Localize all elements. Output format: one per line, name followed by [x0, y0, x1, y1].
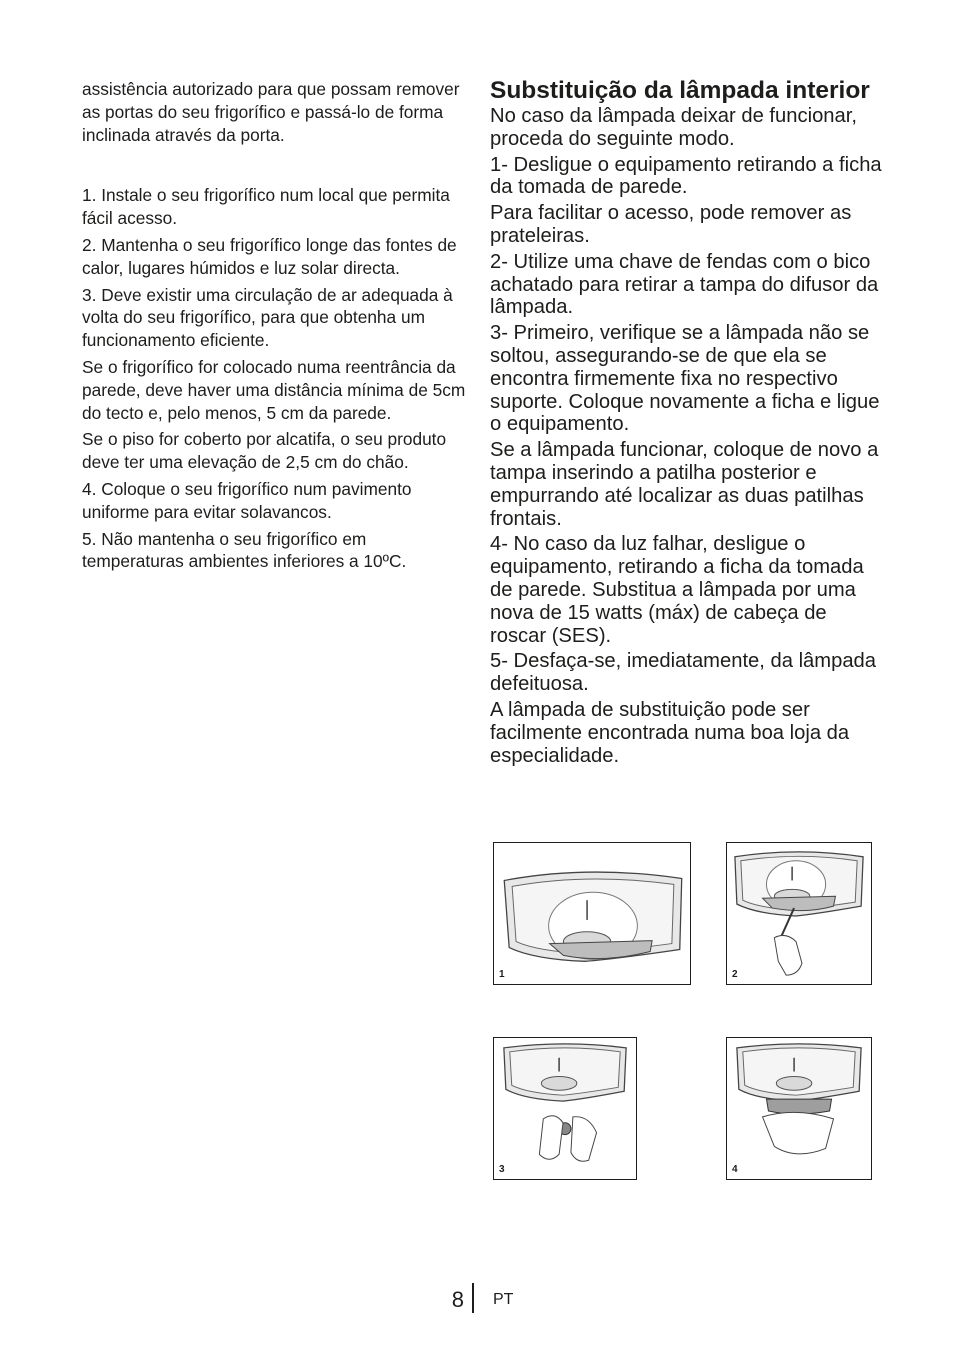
language-label: PT	[493, 1291, 514, 1308]
lamp-paragraph-6: Se a lâmpada funcionar, coloque de novo a tampa inserindo a patilha posterior e empurrando até localizar as duas patilhas frontais.	[490, 439, 879, 530]
lamp-paragraph-1: No caso da lâmpada deixar de funcionar, proceda do seguinte modo.	[490, 105, 857, 150]
screwdriver-removing-cover-icon	[727, 843, 871, 984]
footer-divider	[472, 1283, 474, 1313]
lamp-paragraph-8: 5- Desfaça-se, imediatamente, da lâmpada defeituosa.	[490, 650, 877, 696]
install-item-4: 4. Coloque o seu frigorífico num pavimento uniforme para evitar solavancos.	[82, 478, 412, 522]
figure-2-number: 2	[732, 969, 738, 980]
figure-2	[726, 842, 872, 985]
figure-1-number: 1	[499, 969, 505, 980]
install-item-1: 1. Instale o seu frigorífico num local que permita fácil acesso.	[82, 185, 450, 229]
lamp-paragraph-9: A lâmpada de substituição pode ser facilmente encontrada numa boa loja da especialidade.	[490, 698, 850, 767]
install-note-recess: Se o frigorífico for colocado numa reentrância da parede, deve haver uma distância mínima de 5cm do tecto e, pelo menos, 5 cm da parede.	[82, 356, 466, 423]
lamp-paragraph-7: 4- No caso da luz falhar, desligue o equipamento, retirando a ficha da tomada de parede. Substitua a lâmpada por uma nova de 15 watts (máx) de cabeça de roscar (SES).	[490, 533, 864, 647]
right-column	[490, 78, 882, 770]
figure-4-number: 4	[732, 1164, 738, 1175]
install-note-carpet: Se o piso for coberto por alcatifa, o seu produto deve ter uma elevação de 2,5 cm do chão.	[82, 429, 447, 473]
intro-paragraph: assistência autorizado para que possam remover as portas do seu frigorífico e passá-lo de forma inclinada através da porta.	[82, 79, 460, 145]
install-item-5: 5. Não mantenha o seu frigorífico em temperaturas ambientes inferiores a 10ºC.	[82, 528, 407, 572]
lamp-paragraph-4: 2- Utilize uma chave de fendas com o bico achatado para retirar a tampa do difusor da lâmpada.	[490, 250, 879, 319]
lamp-paragraph-5: 3- Primeiro, verifique se a lâmpada não se soltou, assegurando-se de que ela se encontra firmemente fixa no respectivo suporte. Coloque novamente a ficha e ligue o equipamento.	[490, 322, 880, 436]
figure-3-number: 3	[499, 1164, 505, 1175]
left-column	[82, 78, 467, 577]
lamp-paragraph-3: Para facilitar o acesso, pode remover as prateleiras.	[490, 202, 852, 247]
figure-4	[726, 1037, 872, 1180]
figure-1	[493, 842, 691, 985]
lamp-housing-icon	[494, 843, 690, 984]
figure-3	[493, 1037, 637, 1180]
hand-holding-cover-icon	[727, 1038, 871, 1179]
page-number: 8	[451, 1287, 464, 1312]
section-heading: Substituição da lâmpada interior	[490, 77, 870, 104]
hand-replacing-bulb-icon	[494, 1038, 636, 1179]
lamp-paragraph-2: 1- Desligue o equipamento retirando a ficha da tomada de parede.	[490, 153, 882, 199]
install-item-3: 3. Deve existir uma circulação de ar adequada à volta do seu frigorífico, para que obtenha um funcionamento eficiente.	[82, 284, 453, 351]
install-item-2: 2. Mantenha o seu frigorífico longe das fontes de calor, lugares húmidos e luz solar directa.	[82, 234, 457, 278]
